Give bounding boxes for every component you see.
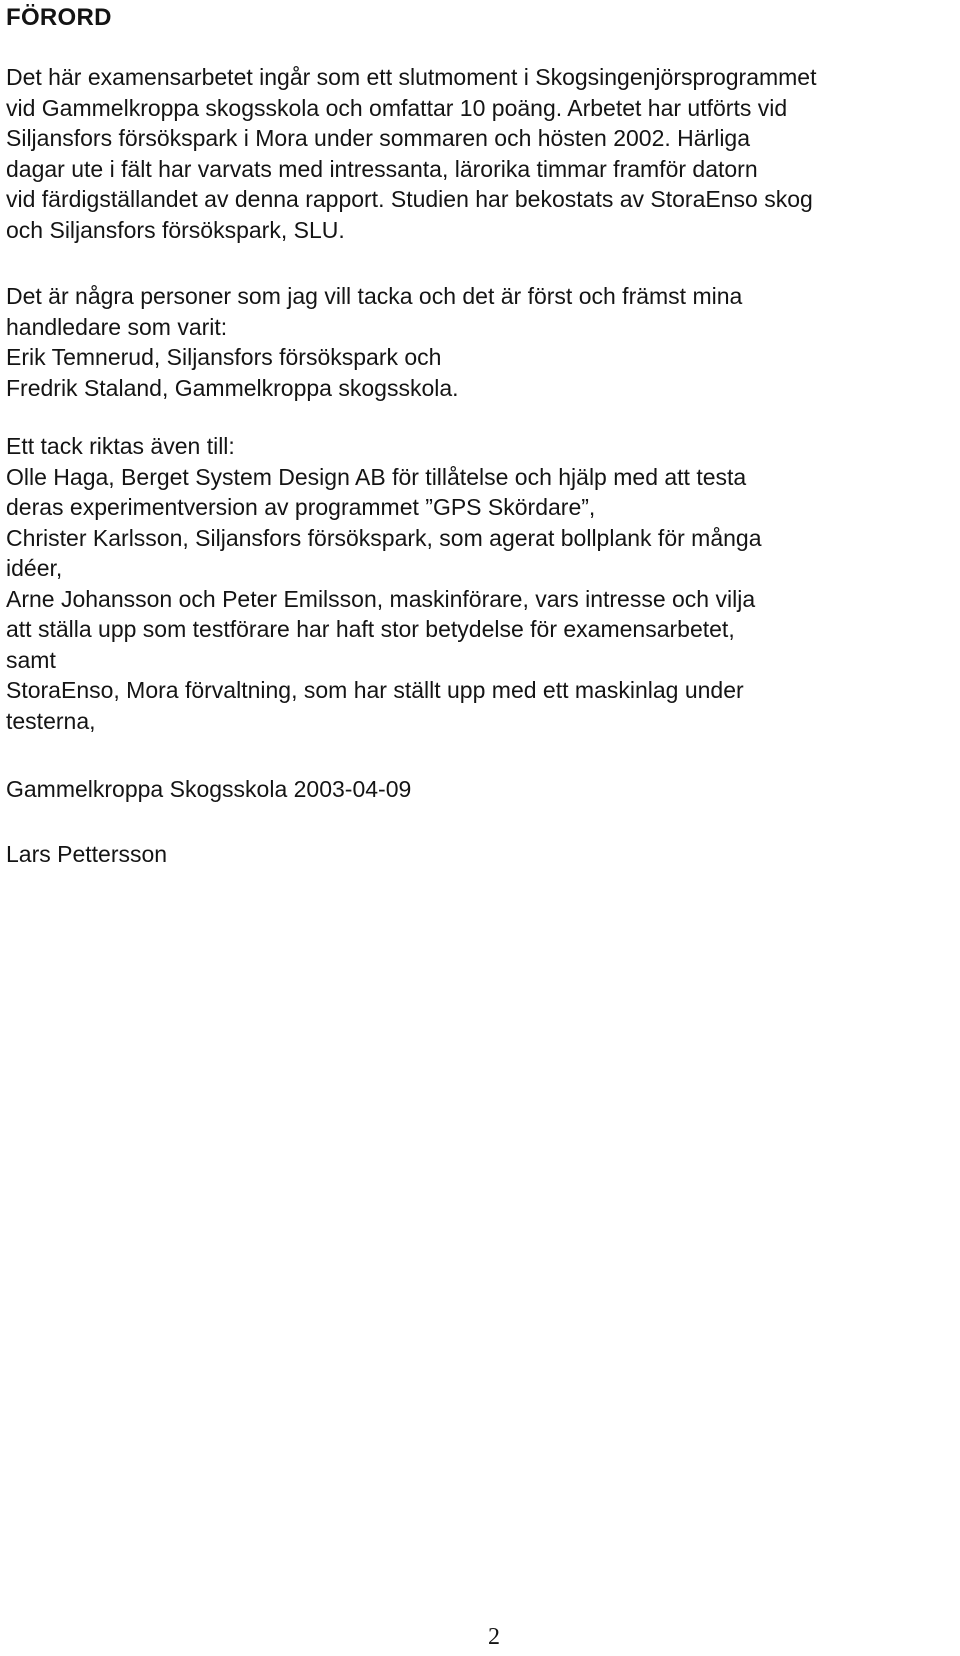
supervisors-paragraph [6,281,742,403]
text-line: och Siljansfors försökspark, SLU. [6,216,345,243]
text-line: testerna, [6,707,96,734]
text-line: Gammelkroppa Skogsskola 2003-04-09 [6,776,412,802]
text-line: Siljansfors försökspark i Mora under sommaren och hösten 2002. Härliga [6,125,751,151]
text-line: Det är några personer som jag vill tacka och det är först och främst mina [6,283,743,309]
text-line: Christer Karlsson, Siljansfors försökspark, som agerat bollplank för många [6,524,762,551]
text-line: att ställa upp som testförare har haft stor betydelse för examensarbetet, [6,616,735,642]
text-line: Ett tack riktas även till: [6,433,235,459]
text-line: Erik Temnerud, Siljansfors försökspark och [6,344,442,370]
text-line: vid färdigställandet av denna rapport. Studien har bekostats av StoraEnso skog [6,186,813,212]
text-line: Det här examensarbetet ingår som ett slutmoment i Skogsingenjörsprogrammet [6,64,817,90]
acknowledgements-paragraph [6,431,762,736]
section-heading: FÖRORD [6,4,112,31]
text-line: vid Gammelkroppa skogsskola och omfattar 10 poäng. Arbetet har utförts vid [6,94,788,121]
text-line: Lars Pettersson [6,841,168,867]
text-line: handledare som varit: [6,313,228,340]
text-line: Olle Haga, Berget System Design AB för tillåtelse och hjälp med att testa [6,463,747,490]
page-number: 2 [488,1624,500,1650]
text-line: idéer, [6,555,63,581]
text-line: StoraEnso, Mora förvaltning, som har ställt upp med ett maskinlag under [6,677,744,703]
intro-paragraph [6,62,816,245]
text-line: dagar ute i fält har varvats med intressanta, lärorika timmar framför datorn [6,155,758,182]
text-line: Arne Johansson och Peter Emilsson, maskinförare, vars intresse och vilja [6,585,756,612]
text-line: Fredrik Staland, Gammelkroppa skogsskola. [6,374,459,401]
author-name [6,839,167,870]
text-line: samt [6,646,56,673]
place-date-line [6,774,411,805]
text-line: deras experimentversion av programmet ”GPS Skördare”, [6,494,596,520]
